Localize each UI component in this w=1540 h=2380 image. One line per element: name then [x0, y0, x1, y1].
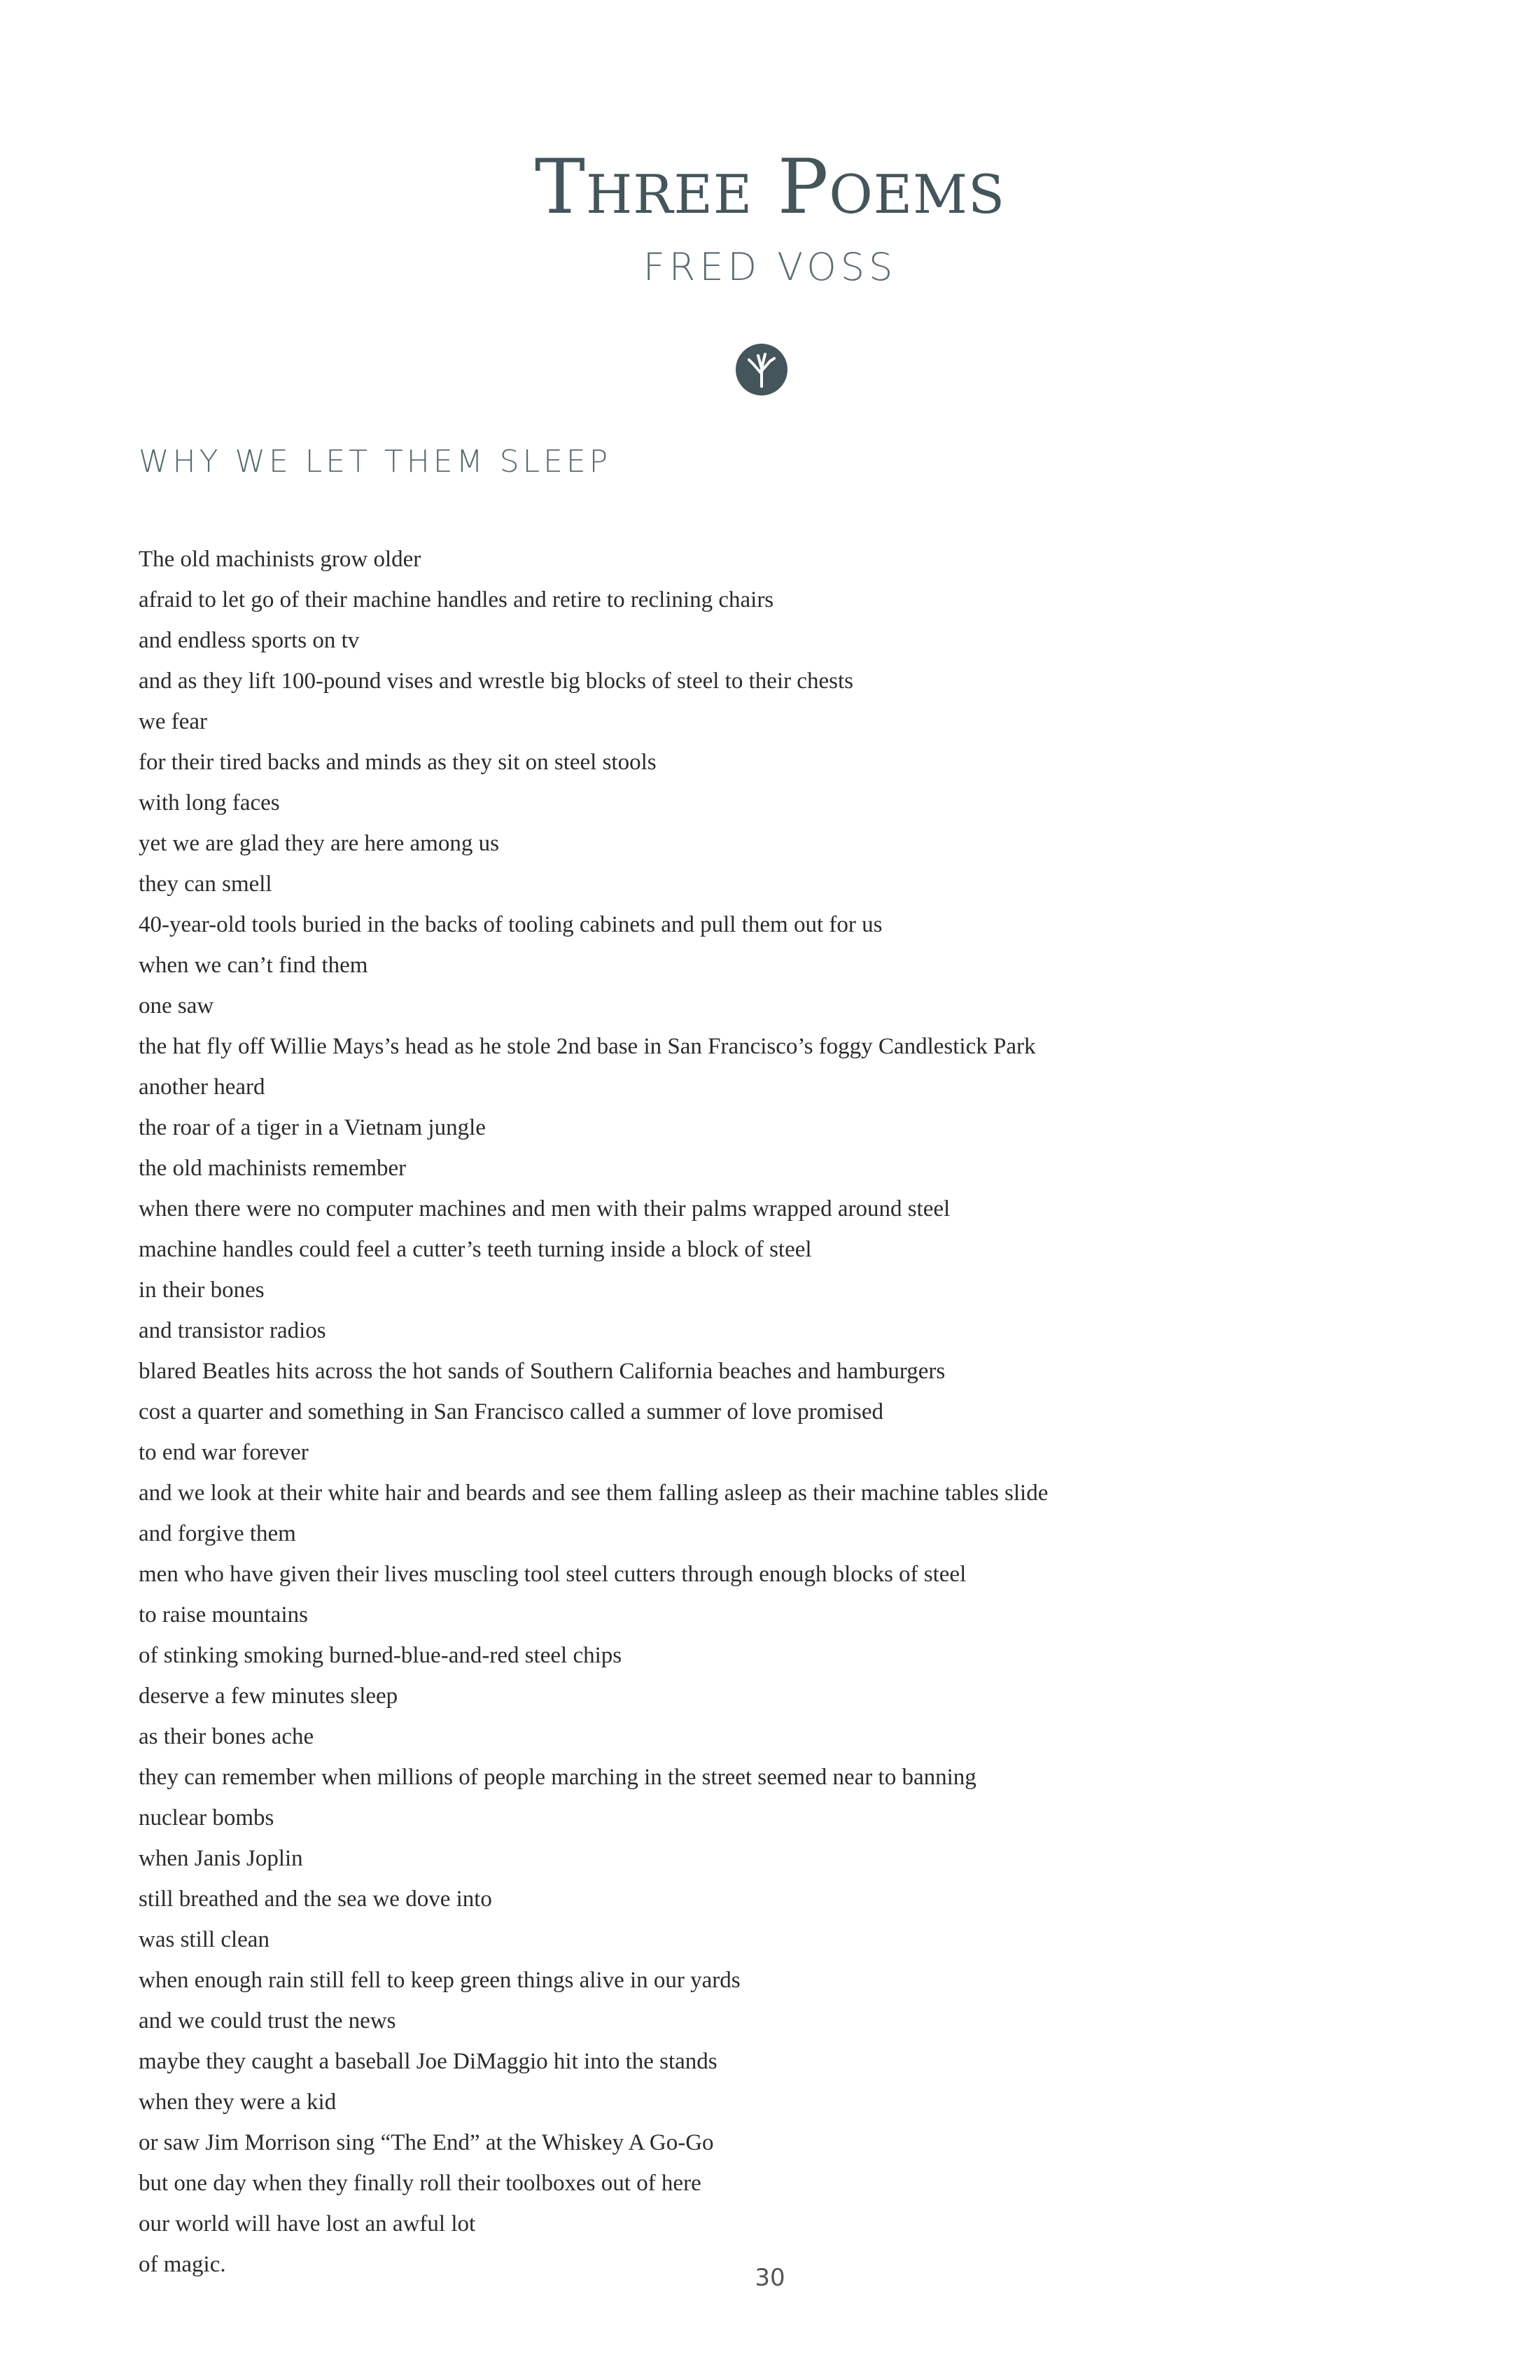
poem-line: with long faces — [139, 790, 280, 816]
poem-line: the hat fly off Willie Mays’s head as he stole 2nd base in San Francisco’s foggy Candlestick Park — [139, 1034, 1036, 1059]
page-title: Three Poems — [534, 144, 1006, 231]
poem-line: when we can’t find them — [139, 953, 368, 978]
poem-line: as their bones ache — [139, 1724, 314, 1749]
poem-line: one saw — [139, 993, 214, 1018]
poem-line: of stinking smoking burned-blue-and-red steel chips — [139, 1643, 622, 1668]
poem-line: The old machinists grow older — [139, 547, 421, 572]
poem-line: men who have given their lives muscling tool steel cutters through enough blocks of steel — [139, 1562, 967, 1587]
poem-line: and we look at their white hair and beards and see them falling asleep as their machine tables slide — [139, 1480, 1049, 1506]
poem-line: they can remember when millions of people marching in the street seemed near to banning — [139, 1765, 976, 1790]
poem-line: nuclear bombs — [139, 1805, 274, 1830]
poem-title: WHY WE LET THEM SLEEP — [139, 444, 612, 479]
poem-line: our world will have lost an awful lot — [139, 2211, 476, 2236]
poem-line: deserve a few minutes sleep — [139, 1684, 398, 1709]
author-name: FRED VOSS — [643, 245, 897, 289]
poem-line: was still clean — [139, 1927, 270, 1952]
poem-line: of magic. — [139, 2252, 226, 2277]
poem-line: 40-year-old tools buried in the backs of tooling cabinets and pull them out for us — [139, 912, 883, 937]
poem-line: yet we are glad they are here among us — [139, 831, 499, 856]
poem-line: and endless sports on tv — [139, 628, 360, 653]
poem-line: and as they lift 100-pound vises and wrestle big blocks of steel to their chests — [139, 668, 853, 694]
poem-line: when there were no computer machines and men with their palms wrapped around steel — [139, 1196, 951, 1222]
poem-line: but one day when they finally roll their toolboxes out of here — [139, 2171, 701, 2196]
poem-body — [139, 539, 1469, 2285]
poem-line: to end war forever — [139, 1440, 309, 1465]
poem-line: to raise mountains — [139, 1602, 308, 1628]
poem-line: they can smell — [139, 872, 272, 897]
poem-line: cost a quarter and something in San Francisco called a summer of love promised — [139, 1399, 883, 1424]
poem-line: still breathed and the sea we dove into — [139, 1886, 492, 1912]
poem-line: and transistor radios — [139, 1318, 326, 1343]
page-number: 30 — [755, 2264, 785, 2292]
poem-line: the old machinists remember — [139, 1156, 407, 1181]
poem-line: maybe they caught a baseball Joe DiMaggio hit into the stands — [139, 2049, 718, 2074]
poem-line: blared Beatles hits across the hot sands of Southern California beaches and hamburgers — [139, 1359, 946, 1384]
poem-line: we fear — [139, 709, 208, 734]
poem-line: machine handles could feel a cutter’s teeth turning inside a block of steel — [139, 1237, 812, 1262]
poem-line: the roar of a tiger in a Vietnam jungle — [139, 1115, 486, 1140]
tree-branch-icon — [735, 343, 788, 396]
poem-line: in their bones — [139, 1278, 265, 1303]
poem-line: another heard — [139, 1074, 265, 1100]
poem-line: when they were a kid — [139, 2090, 337, 2115]
poem-line: when Janis Joplin — [139, 1846, 303, 1871]
poem-line: or saw Jim Morrison sing “The End” at the Whiskey A Go-Go — [139, 2130, 714, 2155]
poem-line: for their tired backs and minds as they sit on steel stools — [139, 750, 657, 775]
poem-line: and forgive them — [139, 1521, 296, 1546]
poem-line: when enough rain still fell to keep green things alive in our yards — [139, 1968, 741, 1993]
poem-line: afraid to let go of their machine handles and retire to reclining chairs — [139, 587, 774, 612]
poem-line: and we could trust the news — [139, 2008, 396, 2033]
